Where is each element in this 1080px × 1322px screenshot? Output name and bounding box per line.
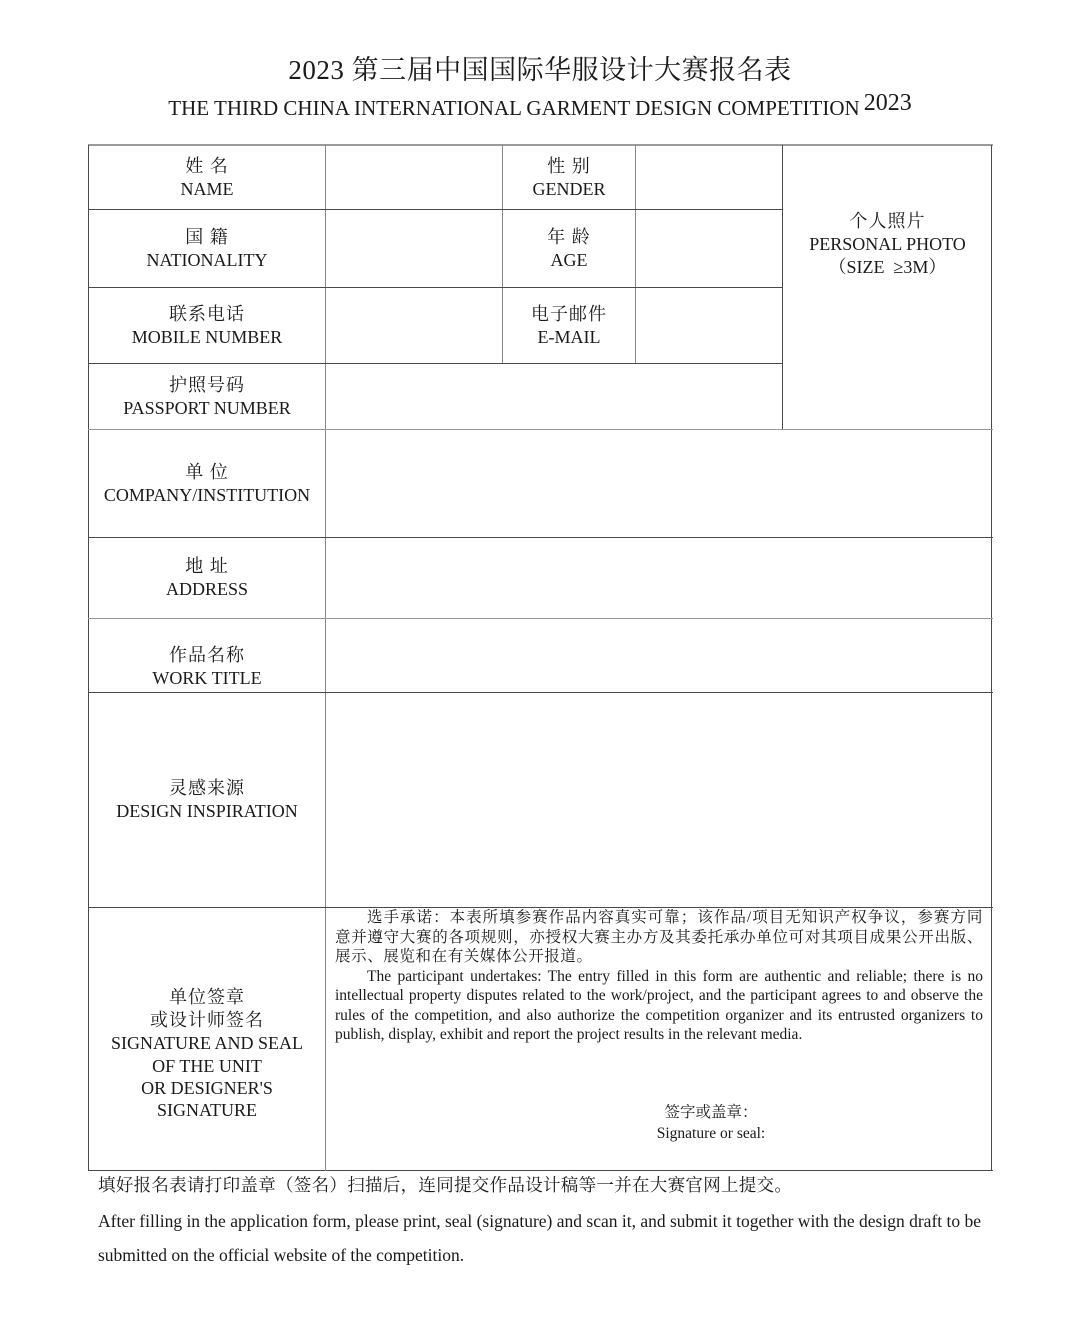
signature-field[interactable]: [600, 1102, 822, 1144]
signature-label-en-2: OF THE UNIT: [152, 1055, 262, 1076]
work-title-field[interactable]: [327, 619, 991, 692]
col-divider-mid-value: [635, 145, 636, 363]
company-label-en: COMPANY/INSTITUTION: [103, 484, 311, 505]
email-label-cn: 电子邮件: [531, 303, 607, 324]
age-label-en: AGE: [550, 249, 588, 270]
mobile-label-en: MOBILE NUMBER: [131, 326, 283, 347]
table-border-right: [991, 145, 992, 1171]
age-label-cn: 年 龄: [547, 226, 591, 247]
age-field[interactable]: [637, 210, 782, 287]
passport-label-en: PASSPORT NUMBER: [123, 397, 291, 418]
signature-label-en-3: OR DESIGNER'S: [141, 1077, 273, 1098]
personal-photo-box[interactable]: [784, 146, 991, 429]
passport-label: [89, 364, 325, 429]
table-border-bottom: [88, 1170, 993, 1171]
page-title-en: [0, 92, 1080, 124]
signature-label-en-1: SIGNATURE AND SEAL: [110, 1032, 303, 1053]
company-label: [89, 430, 325, 537]
mobile-label-cn: 联系电话: [169, 303, 245, 324]
gender-label-cn: 性 别: [547, 155, 591, 176]
inspiration-label-cn: 灵感来源: [169, 778, 245, 798]
footer-note-cn: 填好报名表请打印盖章（签名）扫描后，连同提交作品设计稿等一并在大赛官网上提交。: [98, 1175, 793, 1195]
company-field[interactable]: [327, 430, 991, 537]
participant-commitment: [335, 907, 983, 1045]
address-label-en: ADDRESS: [165, 579, 249, 599]
gender-label-en: GENDER: [532, 178, 606, 199]
name-label-cn: 姓 名: [185, 155, 229, 176]
photo-label-cn: 个人照片: [849, 211, 926, 231]
passport-field[interactable]: [327, 364, 782, 429]
commitment-cn: 选手承诺：本表所填参赛作品内容真实可靠；该作品/项目无知识产权争议，参赛方同意并遵守大赛的各项规则，亦授权大赛主办方及其委托承办单位可对其项目成果公开出版、展示、展览和在有关媒体公开报道。: [335, 909, 983, 965]
nationality-field[interactable]: [327, 210, 502, 287]
inspiration-label-en: DESIGN INSPIRATION: [116, 801, 298, 821]
company-label-cn: 单 位: [185, 461, 229, 482]
photo-size-note: （SIZE ≥3M）: [828, 257, 947, 277]
email-field[interactable]: [637, 288, 782, 363]
address-field[interactable]: [327, 538, 991, 618]
email-label-en: E-MAIL: [537, 326, 601, 347]
work-title-label-cn: 作品名称: [169, 644, 245, 665]
photo-label-en: PERSONAL PHOTO: [809, 234, 966, 254]
work-title-label: [89, 619, 325, 692]
gender-label: [503, 146, 635, 209]
col-divider-label: [325, 145, 326, 1171]
inspiration-field[interactable]: [327, 693, 991, 907]
gender-field[interactable]: [637, 146, 782, 209]
address-label-cn: 地 址: [185, 556, 229, 576]
title-en-text: THE THIRD CHINA INTERNATIONAL GARMENT DESIGN COMPETITION: [168, 96, 860, 120]
email-label: [503, 288, 635, 363]
name-label: [89, 146, 325, 209]
sign-here-en: Signature or seal:: [656, 1125, 766, 1142]
inspiration-label: [89, 693, 325, 907]
mobile-field[interactable]: [327, 288, 502, 363]
signature-label-cn-2: 或设计师签名: [150, 1009, 264, 1030]
page-title-cn: 2023 第三届中国国际华服设计大赛报名表: [288, 55, 792, 85]
nationality-label: [89, 210, 325, 287]
nationality-label-en: NATIONALITY: [146, 249, 268, 270]
title-en-year: 2023: [863, 90, 912, 116]
work-title-label-en: WORK TITLE: [152, 667, 262, 688]
address-label: [89, 538, 325, 618]
sign-here-cn: 签字或盖章：: [664, 1104, 758, 1121]
footer-note-en: After filling in the application form, please print, seal (signature) and scan it, and submit it together with the design draft to be submitted on the official website of the competition.: [98, 1211, 982, 1265]
col-divider-photo: [782, 145, 783, 430]
passport-label-cn: 护照号码: [169, 374, 245, 395]
name-label-en: NAME: [180, 178, 234, 199]
commitment-en: The participant undertakes: The entry filled in this form are authentic and reliable; there is no intellectual property disputes related to the work/project, and the participant agrees to and observe the rules of the competition, and also authorize the competition organizer and its entrusted organizers to publish, display, exhibit and report the project results in the relevant media.: [335, 967, 983, 1043]
signature-label-cn-1: 单位签章: [169, 986, 245, 1007]
age-label: [503, 210, 635, 287]
signature-label-en-4: SIGNATURE: [156, 1099, 257, 1120]
signature-label: [89, 908, 325, 1170]
nationality-label-cn: 国 籍: [185, 226, 229, 247]
mobile-label: [89, 288, 325, 363]
name-field[interactable]: [327, 146, 502, 209]
